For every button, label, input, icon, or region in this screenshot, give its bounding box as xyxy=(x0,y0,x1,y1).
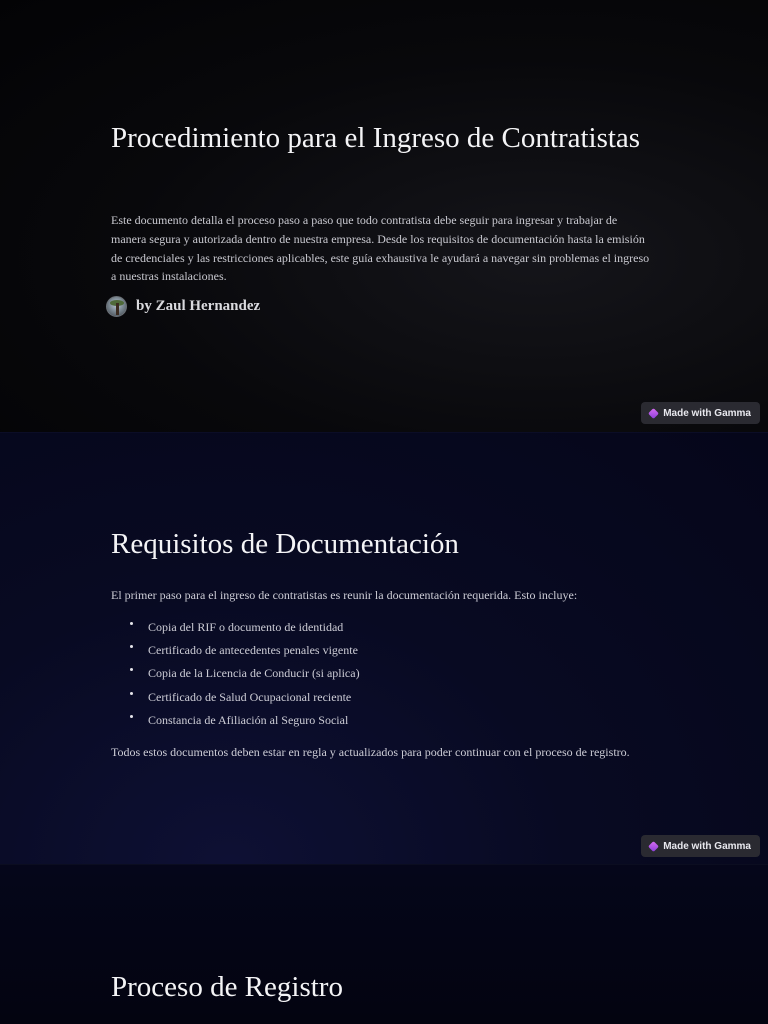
slide-intro-text: El primer paso para el ingreso de contratistas es reunir la documentación requerida. Esto incluye: xyxy=(111,588,578,602)
requirements-list xyxy=(130,618,360,734)
slide-intro xyxy=(0,0,768,432)
slide-documentation xyxy=(0,432,768,864)
bullet-icon xyxy=(130,715,133,718)
author-line xyxy=(106,294,260,318)
avatar xyxy=(106,296,127,317)
bullet-icon xyxy=(130,668,133,671)
gamma-logo-icon xyxy=(648,841,659,852)
slide-title: Procedimiento para el Ingreso de Contratistas xyxy=(111,122,641,154)
list-item: Certificado de Salud Ocupacional reciente xyxy=(130,688,360,711)
bullet-icon xyxy=(130,692,133,695)
badge-label: Made with Gamma xyxy=(663,407,751,419)
list-item: Copia de la Licencia de Conducir (si aplica) xyxy=(130,664,360,687)
slide-outro-text: Todos estos documentos deben estar en regla y actualizados para poder continuar con el proceso de registro. xyxy=(111,745,630,759)
author-name: by Zaul Hernandez xyxy=(136,297,261,314)
bullet-icon xyxy=(130,622,133,625)
list-item: Certificado de antecedentes penales vigente xyxy=(130,641,360,664)
gamma-logo-icon xyxy=(648,408,659,419)
made-with-gamma-button[interactable] xyxy=(641,402,760,424)
badge-label: Made with Gamma xyxy=(663,840,751,852)
list-item: Constancia de Afiliación al Seguro Social xyxy=(130,711,360,734)
slide-title: Proceso de Registro xyxy=(111,971,343,1003)
slide-registration xyxy=(0,864,768,1024)
made-with-gamma-button[interactable] xyxy=(641,835,760,857)
bullet-icon xyxy=(130,645,133,648)
slide-title: Requisitos de Documentación xyxy=(111,528,459,560)
list-item: Copia del RIF o documento de identidad xyxy=(130,618,360,641)
slide-description: Este documento detalla el proceso paso a paso que todo contratista debe seguir para ingresar y trabajar de manera segura y autorizada dentro de nuestra empresa. Desde los requisitos de documentación hasta la emisión de credenciales y las restricciones aplicables, este guía exhaustiva le ayudará a navegar sin problemas el ingreso a nuestras instalaciones. xyxy=(111,213,650,284)
